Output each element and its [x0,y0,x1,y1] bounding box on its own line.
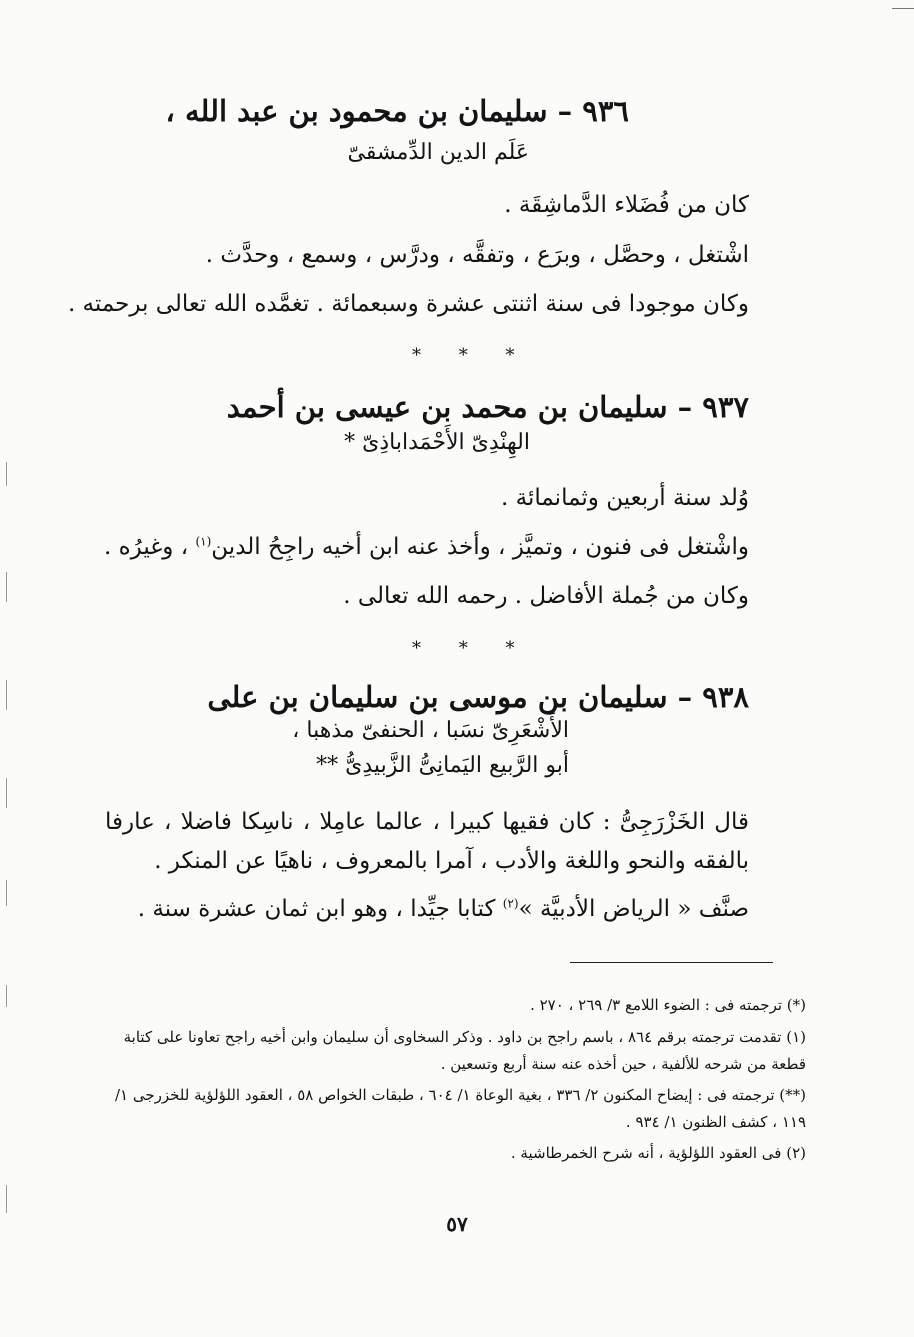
page-edge-line [6,880,7,906]
entry-936-line-2: اشْتغل ، وحصَّل ، وبرَع ، وتفقَّه ، ودرَّس ، وسمع ، وحدَّث . [205,242,749,268]
page-edge-line [6,462,7,486]
footnote-divider [570,962,773,963]
entry-937-line-1: وُلد سنة أربعين وثمانمائة . [501,485,749,511]
page-edge-line [6,572,7,602]
entry-937-subtitle: الهِنْدِىّ الأَحْمَداباذِىّ * [344,430,530,455]
entry-938-paragraph-1: قال الخَزْرَجِىُّ : كان فقيها كبيرا ، عالما عامِلا ، ناسِكا فاضلا ، عارفا بالفقه والنحو واللغة والأدب ، آمرا بالمعروف ، ناهيًا عن المنكر . [105,809,749,874]
section-separator: * * * [412,638,531,659]
entry-938-subtitle-2: أبو الرَّبيع اليَمانِىُّ الزَّبيدِىُّ ** [316,753,569,778]
page-edge-line [6,1185,7,1213]
section-separator: * * * [412,345,531,366]
entry-938-paragraph-2 [138,896,749,922]
entry-936-line-1: كان من فُضَلاء الدَّماشِقَة . [504,192,749,218]
footnote-2: (٢) فى العقود اللؤلؤية ، أنه شرح الخمرطاشية . [510,1144,806,1162]
entry-937-heading: ٩٣٧ – سليمان بن محمد بن عيسى بن أحمد [226,390,749,424]
page-edge-line [6,985,7,1007]
entry-937-line-2-text: واشْتغل فى فنون ، وتميَّز ، وأخذ عنه ابن أخيه راجِحُ الدين [211,534,749,560]
entry-936-subtitle: عَلَم الدين الدِّمشقىّ [347,140,529,165]
page-edge-line [6,680,7,710]
entry-938-paragraph-2-text: صنَّف « الرياض الأدبيَّة » [518,896,749,922]
entry-937-line-3: وكان من جُملة الأفاضل . رحمه الله تعالى . [343,583,749,609]
page-edge-mark [892,8,914,9]
footnote-ref-2: (٢) [502,896,519,911]
page-edge-line [6,778,7,808]
entry-937-line-2 [104,534,749,560]
entry-936-line-3: وكان موجودا فى سنة اثنتى عشرة وسبعمائة . تغمَّده الله تعالى برحمته . [67,291,749,317]
page-number: ٥٧ [446,1212,468,1236]
footnote-double-star: (**) ترجمته فى : إيضاح المكنون ٢/ ٣٣٦ ، بغية الوعاة ١/ ٦٠٤ ، طبقات الخواص ٥٨ ، العقود اللؤلؤية للخزرجى ١/ ١١٩ ، كشف الظنون ١/ ٩٣٤ . [114,1086,806,1131]
entry-937-line-2-end: ، وغيرُه . [103,534,196,560]
entry-936-heading: ٩٣٦ – سليمان بن محمود بن عبد الله ، [165,94,629,128]
entry-938-heading: ٩٣٨ – سليمان بن موسى بن سليمان بن على [207,680,749,714]
entry-938-subtitle-1: الأَشْعَرِىّ نسَبا ، الحنفىّ مذهبا ، [292,718,569,743]
footnote-star: (*) ترجمته فى : الضوء اللامع ٣/ ٢٦٩ ، ٢٧٠ . [530,996,806,1014]
entry-938-paragraph-2-end: كتابا جيِّدا ، وهو ابن ثمان عشرة سنة . [137,896,503,922]
footnote-ref-1: (١) [195,534,212,549]
footnote-1: (١) تقدمت ترجمته برقم ٨٦٤ ، باسم راجح بن داود . وذكر السخاوى أن سليمان وابن أخيه راجح تعاونا على كتابة قطعة من شرحه للألفية ، حين أخذه عنه سنة أربع وتسعين . [123,1028,806,1073]
